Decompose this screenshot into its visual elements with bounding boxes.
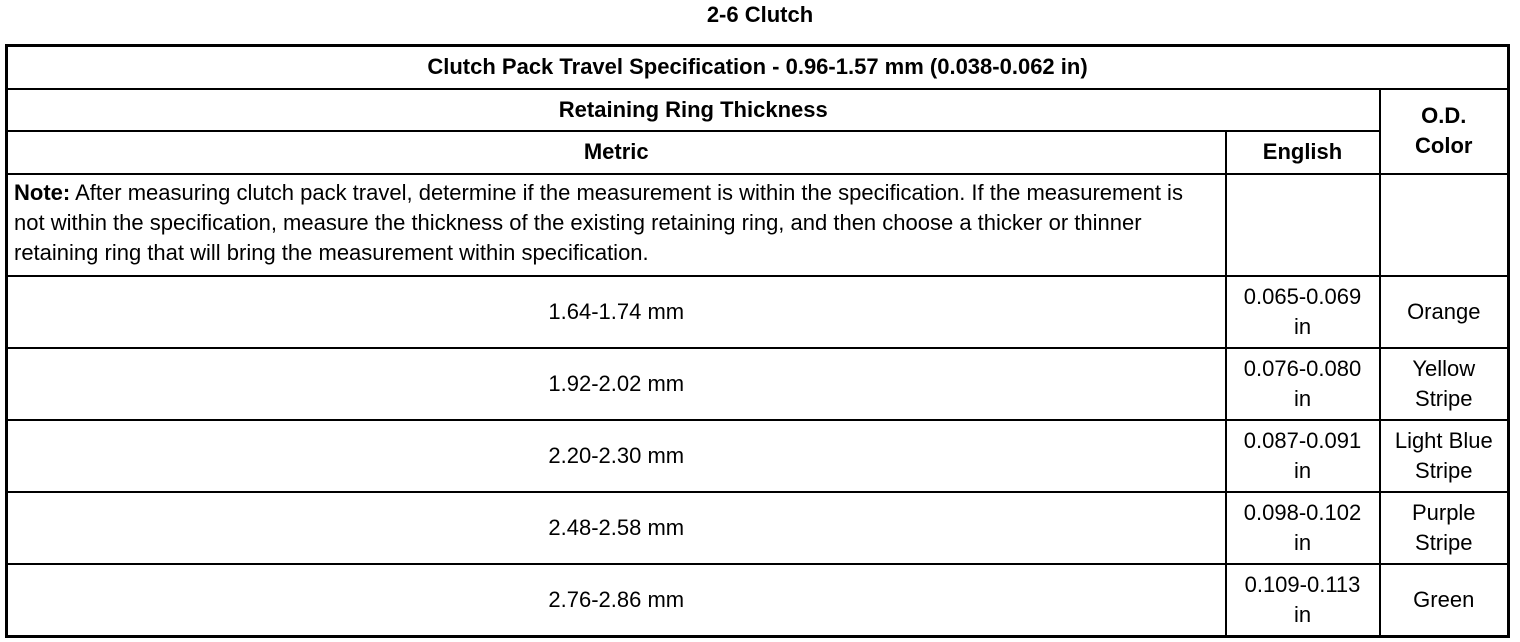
retaining-ring-table [5,44,1510,638]
group-header: Retaining Ring Thickness [7,89,1380,131]
english-value: 0.098-0.102 [1243,499,1362,525]
english-cell [1226,564,1380,637]
english-cell [1226,420,1380,492]
page-title: 2-6 Clutch [706,2,814,27]
metric-cell: 2.76-2.86 mm [7,564,1226,637]
table-row [7,276,1509,348]
table-row [7,492,1509,564]
empty-cell [1226,174,1380,276]
english-unit: in [1293,529,1312,555]
table-row [7,420,1509,492]
english-value: 0.065-0.069 [1243,283,1362,309]
english-cell [1226,492,1380,564]
english-value: 0.109-0.113 [1244,571,1361,597]
english-cell [1226,348,1380,420]
english-value: 0.087-0.091 [1243,427,1362,453]
metric-cell: 2.20-2.30 mm [7,420,1226,492]
color-header-line2: Color [1415,133,1473,158]
table-row [7,348,1509,420]
color-cell [1380,348,1509,420]
note-text: After measuring clutch pack travel, determine if the measurement is within the specification. If the measurement is not within the specification, measure the thickness of the existing retaining ring, and then choose a thicker or thinner retaining ring that will bring the measurement within specification. [14,179,1183,265]
color-line1: Yellow [1412,355,1476,381]
metric-column-header: Metric [7,131,1226,174]
color-line1: Light Blue [1394,427,1493,453]
english-unit: in [1293,457,1312,483]
color-line2: Stripe [1415,457,1473,483]
color-line1: Green [1413,586,1475,612]
color-header-line1: O.D. [1421,103,1467,128]
color-line2: Stripe [1415,385,1473,411]
english-unit: in [1293,313,1312,339]
spec-header: Clutch Pack Travel Specification - 0.96-1.57 mm (0.038-0.062 in) [7,46,1509,89]
color-line1: Purple [1411,499,1476,525]
metric-cell: 1.64-1.74 mm [7,276,1226,348]
english-value: 0.076-0.080 [1243,355,1362,381]
note-label: Note: [14,179,71,205]
color-line1: Orange [1407,298,1481,324]
english-unit: in [1293,385,1312,411]
color-cell [1380,276,1509,348]
color-column-header [1380,89,1509,174]
metric-cell: 1.92-2.02 mm [7,348,1226,420]
empty-cell [1380,174,1509,276]
note-cell [7,174,1226,276]
color-cell [1380,420,1509,492]
color-cell [1380,492,1509,564]
english-unit: in [1293,601,1312,627]
color-line2: Stripe [1415,529,1473,555]
metric-cell: 2.48-2.58 mm [7,492,1226,564]
english-cell [1226,276,1380,348]
table-row [7,564,1509,637]
english-column-header: English [1226,131,1380,174]
color-cell [1380,564,1509,637]
